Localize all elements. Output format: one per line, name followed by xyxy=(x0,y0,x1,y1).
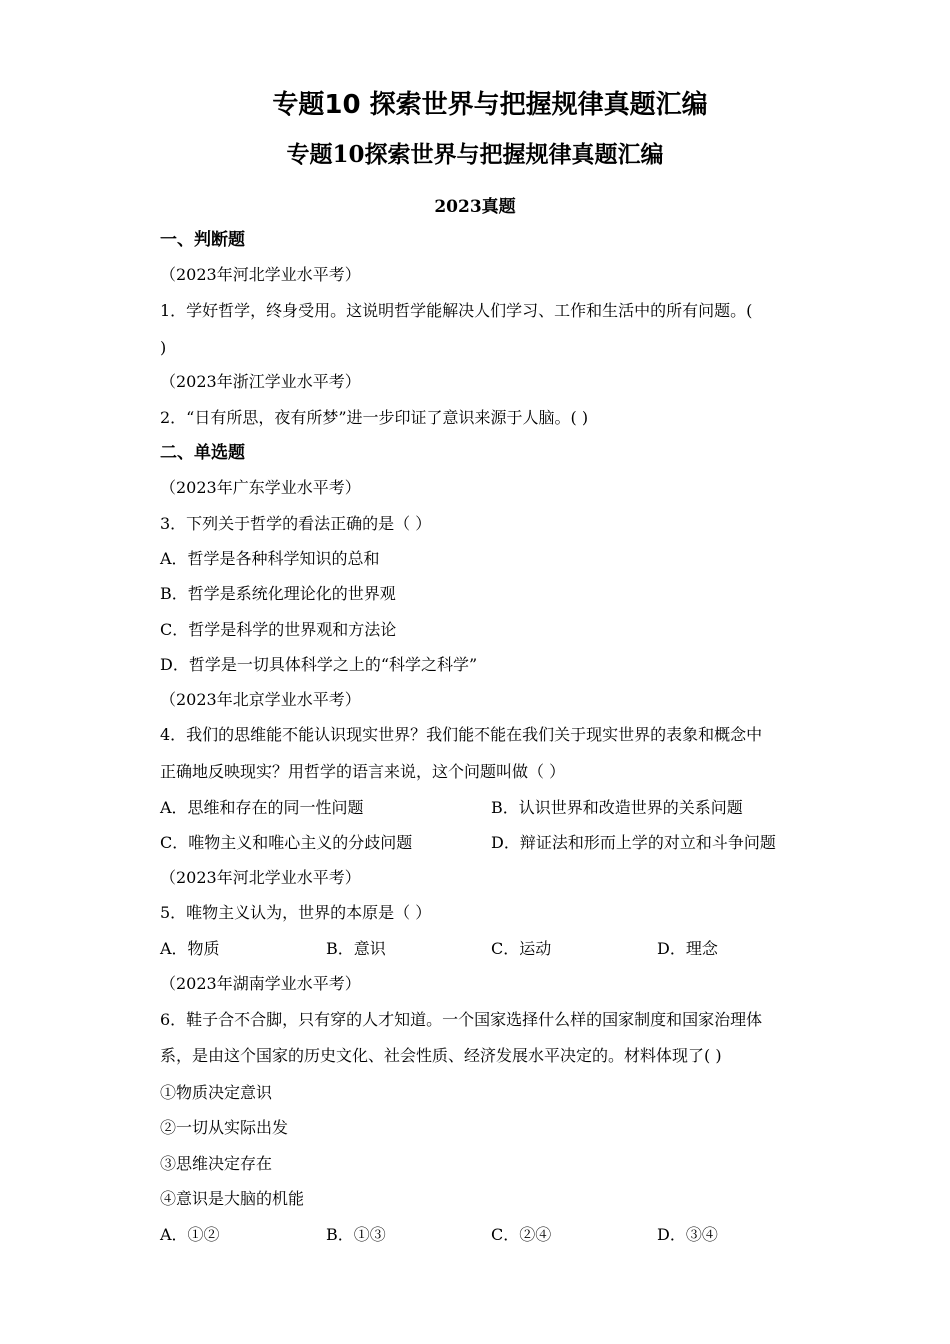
q1-source: （2023年河北学业水平考） xyxy=(160,265,361,284)
q4-stem-cont: 正确地反映现实？用哲学的语言来说，这个问题叫做（ ） xyxy=(160,762,566,781)
q2-source: （2023年浙江学业水平考） xyxy=(160,372,361,391)
q3-option-a: A．哲学是各种科学知识的总和 xyxy=(160,549,380,568)
q3-option-c: C．哲学是科学的世界观和方法论 xyxy=(160,620,397,639)
q6-option-c: C．②④ xyxy=(491,1225,552,1244)
year-heading: 2023真题 xyxy=(434,197,516,217)
q5-option-a: A．物质 xyxy=(160,939,220,958)
q6-statement-3: ③思维决定存在 xyxy=(160,1154,273,1173)
q2-stem: 2．“日有所思，夜有所梦”进一步印证了意识来源于人脑。( ) xyxy=(160,408,589,427)
q6-option-b: B．①③ xyxy=(326,1225,386,1244)
section-heading-single-choice: 二、单选题 xyxy=(160,443,245,463)
q4-option-b: B．认识世界和改造世界的关系问题 xyxy=(491,798,743,817)
q4-option-a: A．思维和存在的同一性问题 xyxy=(160,798,364,817)
q3-stem: 3．下列关于哲学的看法正确的是（ ） xyxy=(160,514,432,533)
q3-source: （2023年广东学业水平考） xyxy=(160,478,361,497)
q3-option-d: D．哲学是一切具体科学之上的“科学之科学” xyxy=(160,655,478,674)
q4-stem: 4．我们的思维能不能认识现实世界？我们能不能在我们关于现实世界的表象和概念中 xyxy=(160,725,763,744)
q5-option-c: C．运动 xyxy=(491,939,552,958)
q4-option-c: C．唯物主义和唯心主义的分歧问题 xyxy=(160,833,413,852)
q4-option-d: D．辩证法和形而上学的对立和斗争问题 xyxy=(491,833,776,852)
q6-statement-4: ④意识是大脑的机能 xyxy=(160,1189,305,1208)
q6-option-a: A．①② xyxy=(160,1225,220,1244)
q1-stem: 1．学好哲学，终身受用。这说明哲学能解决人们学习、工作和生活中的所有问题。( xyxy=(160,301,753,320)
q5-stem: 5．唯物主义认为，世界的本原是（ ） xyxy=(160,903,432,922)
q6-statement-1: ①物质决定意识 xyxy=(160,1083,273,1102)
q6-statement-2: ②一切从实际出发 xyxy=(160,1118,289,1137)
main-title: 专题10 探索世界与把握规律真题汇编 xyxy=(272,90,708,120)
sub-title: 专题10探索世界与把握规律真题汇编 xyxy=(286,141,664,168)
q6-stem: 6．鞋子合不合脚，只有穿的人才知道。一个国家选择什么样的国家制度和国家治理体 xyxy=(160,1010,763,1029)
q4-source: （2023年北京学业水平考） xyxy=(160,690,361,709)
section-heading-judgment: 一、判断题 xyxy=(160,230,245,250)
q1-stem-cont: ) xyxy=(160,338,167,357)
q6-stem-cont: 系，是由这个国家的历史文化、社会性质、经济发展水平决定的。材料体现了( ) xyxy=(160,1046,722,1065)
q3-option-b: B．哲学是系统化理论化的世界观 xyxy=(160,584,396,603)
q5-option-d: D．理念 xyxy=(657,939,718,958)
q6-option-d: D．③④ xyxy=(657,1225,718,1244)
q5-source: （2023年河北学业水平考） xyxy=(160,868,361,887)
q6-source: （2023年湖南学业水平考） xyxy=(160,974,361,993)
q5-option-b: B．意识 xyxy=(326,939,386,958)
